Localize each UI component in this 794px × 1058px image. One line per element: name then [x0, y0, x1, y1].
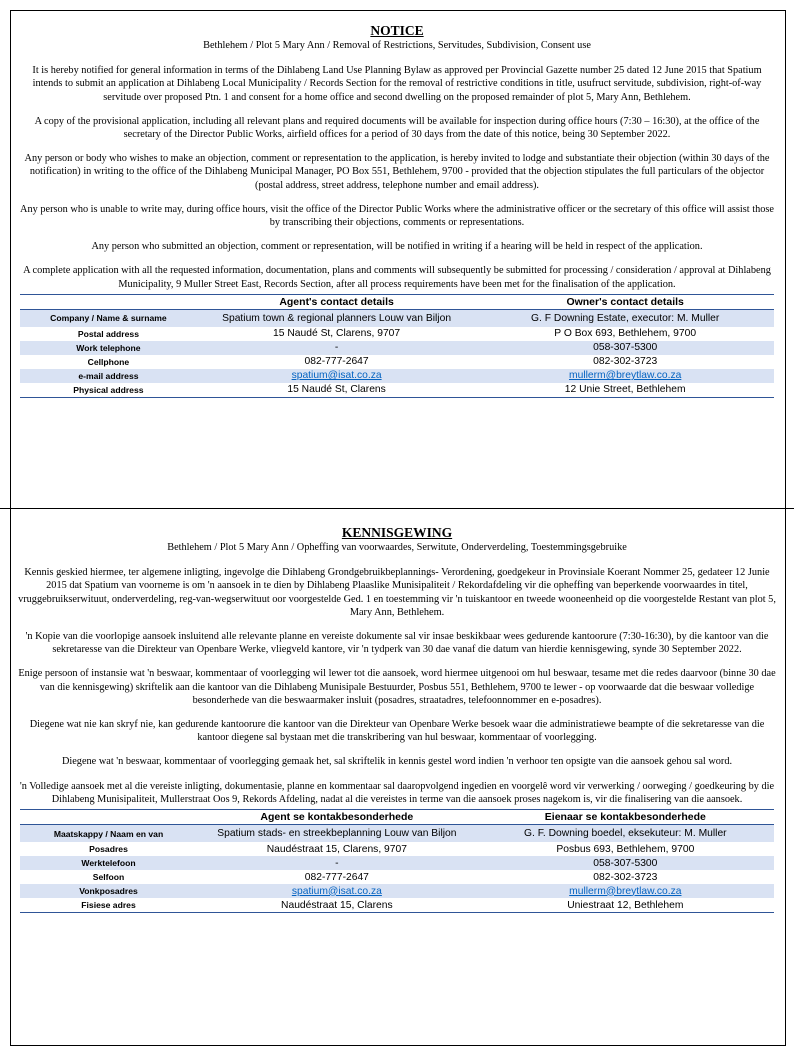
owner-value: 082-302-3723 — [593, 871, 658, 883]
row-label: Work telephone — [20, 341, 197, 355]
table-row — [20, 825, 774, 843]
notice-paragraph: Diegene wat nie kan skryf nie, kan gedurende kantoorure die kantoor van die Direkteur van Openbare Werke besoek waar die administratiewe beampte of die sekretaresse van die kantoor diegene sal bystaan met die transkribering van hul beswaar, kommentaar of voorlegging. — [29, 719, 765, 744]
english-notice — [18, 22, 776, 398]
agent-header: Agent se kontakbesonderhede — [197, 810, 477, 825]
agent-value: 15 Naudé St, Clarens, 9707 — [273, 328, 401, 340]
table-row — [20, 369, 774, 383]
notice-paragraph: A copy of the provisional application, including all relevant plans and required documents will be available for inspection during office hours (7:30 – 16:30), at the office of the secretary of the Director Public Works, airfield offices for a period of 30 days from the date of this notice, being 30 September 2022. — [34, 115, 760, 141]
notice-paragraph: A complete application with all the requested information, documentation, plans and comments will subsequently be submitted for processing / consideration / approval at Dihlabeng Municipality, 9 Muller Street East, Records Section, after all process requirements have been met for the finalisation of the application. — [23, 265, 771, 290]
owner-header: Owner's contact details — [476, 294, 774, 309]
owner-email — [477, 884, 774, 898]
table-row — [20, 383, 774, 398]
agent-value: 15 Naudé St, Clarens — [287, 384, 386, 396]
table-row — [20, 898, 774, 913]
agent-value: Spatium stads- en streekbeplanning Louw van Biljon — [197, 825, 477, 843]
table-row — [20, 309, 774, 327]
notice-paragraph: Any person who is unable to write may, during office hours, visit the office of the Director Public Works where the administrative officer or the secretary of this office will assist those by transcribing their objections, comments or representations. — [20, 203, 774, 229]
row-label: Fisiese adres — [81, 900, 136, 911]
owner-value: P O Box 693, Bethlehem, 9700 — [554, 328, 697, 340]
row-label: Werktelefoon — [20, 856, 197, 870]
owner-value: 082-302-3723 — [593, 356, 658, 368]
notice-title: KENNISGEWING — [341, 525, 453, 540]
owner-value: Uniestraat 12, Bethlehem — [567, 899, 684, 911]
notice-paragraph: Diegene wat 'n beswaar, kommentaar of voorlegging gemaak het, sal skriftelik in kennis gestel word indien 'n verhoor ten opsigte van die aansoek gehou sal word. — [61, 756, 733, 768]
table-row — [20, 327, 774, 341]
table-row — [20, 341, 774, 355]
agent-email — [197, 884, 477, 898]
agent-email-link[interactable]: spatium@isat.co.za — [291, 885, 382, 897]
contact-details-table — [20, 294, 774, 398]
agent-value: Spatium town & regional planners Louw van Biljon — [197, 309, 477, 327]
agent-value: Naudéstraat 15, Clarens, 9707 — [266, 843, 407, 855]
row-label: Selfoon — [92, 872, 125, 883]
owner-value: 058-307-5300 — [476, 341, 774, 355]
agent-email — [197, 369, 477, 383]
agent-email-link[interactable]: spatium@isat.co.za — [291, 370, 382, 382]
table-row — [20, 355, 774, 369]
notice-subtitle: Bethlehem / Plot 5 Mary Ann / Opheffing van voorwaardes, Serwitute, Onderverdeling, Toestemmingsgebruike — [167, 542, 627, 553]
notice-paragraph: 'n Volledige aansoek met al die vereiste inligting, dokumentasie, planne en kommentaar sal daaropvolgend ingedien en voorgelê word vir verwerking / oorweging / goedkeuring by die Dihlabeng Munisipaliteit, Mullerstraat Oos 9, Rekords Afdeling, nadat al die vereistes in terme van die aansoek proses nagekom is, vir die finalisering van die aansoek. — [19, 780, 775, 805]
contact-details-table — [20, 809, 774, 913]
notice-paragraph: Enige persoon of instansie wat 'n beswaar, kommentaar of voorlegging wil lewer tot die aansoek, word hiermee uitgenooi om hul beswaar, tesame met die redes daarvoor (binne 30 dae van die kennisgewing) skriftelik aan die kantoor van die Dihlabeng Munisipale Bestuurder, Posbus 551, Bethlehem, 9700 te lewer - op voorwaarde dat die beswaar volledige besonderhede van die beswaarmaker insluit (posadres, straatadres, telefoonnommer en e-posadres). — [18, 668, 776, 706]
agent-value: Naudéstraat 15, Clarens — [281, 899, 393, 911]
owner-value: G. F. Downing boedel, eksekuteur: M. Muller — [477, 825, 774, 843]
row-label: Company / Name & surname — [20, 309, 197, 327]
owner-value: 058-307-5300 — [477, 856, 774, 870]
owner-value: G. F Downing Estate, executor: M. Muller — [476, 309, 774, 327]
row-label: Physical address — [73, 384, 144, 395]
row-label: Maatskappy / Naam en van — [20, 825, 197, 843]
agent-header: Agent's contact details — [197, 294, 477, 309]
table-row — [20, 842, 774, 856]
owner-value: Posbus 693, Bethlehem, 9700 — [556, 843, 695, 855]
notice-paragraph: Kennis geskied hiermee, ter algemene inligting, ingevolge die Dihlabeng Grondgebruikbeplannings- Verordening, goedgekeur in Provinsiale Koerant Nommer 25, gedateer 12 Junie 2015 dat Spatium van voorneme is om 'n aansoek in te dien by Dihlabeng Plaaslike Munisipaliteit / Rekordafdeling vir die opheffing van beperkende voorwaardes in titel, vruggebruikserwituut, onderverdeling, reg-van-wegserwituut oor voorgestelde Ged. 1 en toestemming vir 'n tuiskantoor en tweede wooneenheid op die voorgestelde Restant van plot 5, Mary Ann, Bethlehem. — [18, 567, 776, 618]
agent-value: 082-777-2647 — [304, 871, 369, 883]
row-label: Cellphone — [87, 356, 130, 367]
agent-value: - — [197, 341, 477, 355]
row-label: Vonkposadres — [20, 884, 197, 898]
table-row — [20, 870, 774, 884]
table-row — [20, 856, 774, 870]
agent-value: 082-777-2647 — [304, 356, 369, 368]
notice-paragraph: 'n Kopie van die voorlopige aansoek insluitend alle relevante planne en vereiste dokumente sal vir insae beskikbaar wees gedurende kantoorure (7:30-16:30), by die kantoor van die sekretaresse van die Direkteur van Openbare Werke, vliegveld kantore, vir 'n tydperk van 30 dae vanaf die datum van hierdie kennisgewing, synde 30 September 2022. — [25, 631, 769, 656]
owner-email-link[interactable]: mullerm@breytlaw.co.za — [569, 370, 682, 382]
notice-paragraph: Any person or body who wishes to make an objection, comment or representation to the application, is hereby invited to lodge and substantiate their objection (within 30 days of the notification) in writing to the office of the Dihlabeng Municipal Manager, PO Box 551, Bethlehem, 9700 - provided that the objection stipulates the full particulars of the objector (postal address, street address, telephone number and email address). — [24, 153, 770, 191]
section-divider — [0, 508, 794, 509]
owner-email — [476, 369, 774, 383]
row-label: Postal address — [77, 328, 139, 339]
owner-header: Eienaar se kontakbesonderhede — [477, 810, 774, 825]
label-header — [20, 810, 197, 825]
row-label: Posadres — [89, 844, 128, 855]
notice-paragraph: Any person who submitted an objection, comment or representation, will be notified in writing if a hearing will be held in respect of the application. — [91, 241, 703, 253]
owner-email-link[interactable]: mullerm@breytlaw.co.za — [569, 885, 682, 897]
row-label: e-mail address — [20, 369, 197, 383]
table-header-row — [20, 810, 774, 825]
agent-value: - — [197, 856, 477, 870]
notice-title: NOTICE — [370, 23, 424, 38]
label-header — [20, 294, 197, 309]
table-header-row — [20, 294, 774, 309]
notice-subtitle: Bethlehem / Plot 5 Mary Ann / Removal of Restrictions, Servitudes, Subdivision, Consent use — [203, 40, 591, 51]
owner-value: 12 Unie Street, Bethlehem — [564, 384, 686, 396]
afrikaans-notice — [18, 524, 776, 913]
notice-paragraph: It is hereby notified for general information in terms of the Dihlabeng Land Use Planning Bylaw as approved per Provincial Gazette number 25 dated 12 June 2015 that Spatium intends to submit an application at Dihlabeng Local Municipality / Records Section for the removal of restrictive conditions in title, usufruct servitude, subdivision, right-of-way servitude over proposed Ptn. 1 and consent for a home office and second dwelling on the proposed remainder of plot 5, Mary Ann, Bethlehem. — [32, 65, 762, 103]
table-row — [20, 884, 774, 898]
